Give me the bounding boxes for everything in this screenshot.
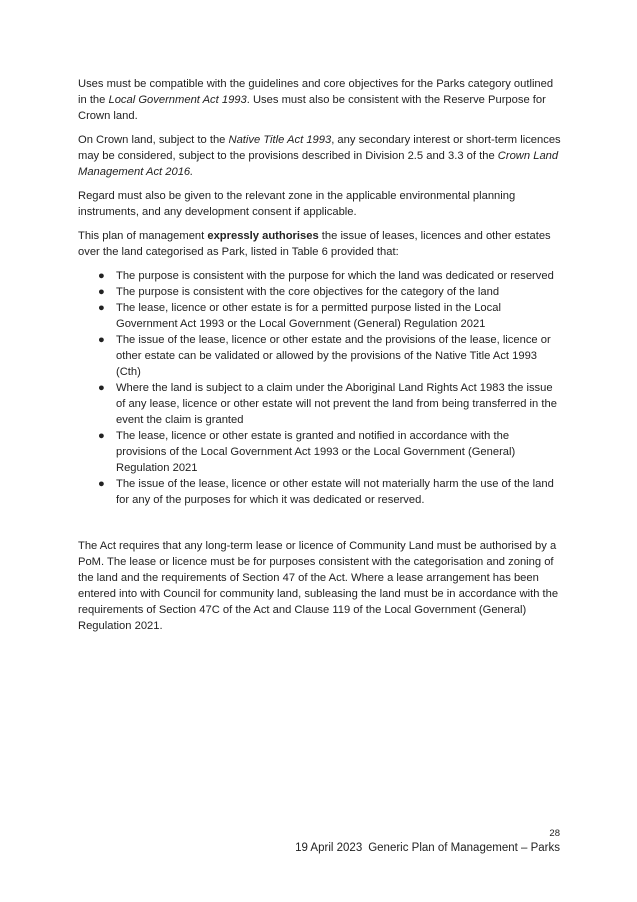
bullet-icon: ● xyxy=(98,382,105,394)
paragraph-zoning: Regard must also be given to the relevant zone in the applicable environmental planning instruments, and any development consent if applicable. xyxy=(78,190,516,218)
paragraph-text: Uses must be compatible with the guidelines and core objectives for the Parks category outlined in the xyxy=(78,78,554,106)
paragraph-text: This plan of management xyxy=(78,230,208,242)
bullet-icon: ● xyxy=(98,302,105,314)
act-title-italic: Crown Land Management Act 2016. xyxy=(78,150,559,178)
bullet-icon: ● xyxy=(98,334,105,346)
footer-line xyxy=(295,840,560,856)
list-item-text: The issue of the lease, licence or other estate will not materially harm the use of the land for any of the purposes for which it was dedicated or reserved. xyxy=(116,478,554,506)
document-page xyxy=(78,76,562,642)
paragraph-compatibility xyxy=(78,76,562,124)
list-item xyxy=(78,332,562,380)
paragraph-text: the issue of leases, licences and other estates over the land categorised as Park, listed in Table 6 provided that: xyxy=(78,230,551,258)
footer-date: 19 April 2023 xyxy=(295,842,363,854)
list-item xyxy=(78,300,562,332)
list-item xyxy=(78,380,562,428)
list-item-text: Where the land is subject to a claim under the Aboriginal Land Rights Act 1983 the issue of any lease, licence or other estate will not prevent the land from being transferred in the event the claim is granted xyxy=(116,382,557,426)
bold-emphasis: expressly authorises xyxy=(207,230,319,242)
list-item-text: The purpose is consistent with the purpose for which the land was dedicated or reserved xyxy=(116,270,554,282)
paragraph-long-term-lease: The Act requires that any long-term lease or licence of Community Land must be authorised by a PoM. The lease or licence must be for purposes consistent with the categorisation and zoning of the land and the requirements of Section 47 of the Act. Where a lease arrangement has been entered into with Council for community land, subleasing the land must be in accordance with the requirements of Section 47C of the Act and Clause 119 of the Local Government (General) Regulation 2021. xyxy=(78,540,559,632)
paragraph-authorisation xyxy=(78,228,562,260)
list-item-text: The issue of the lease, licence or other estate and the provisions of the lease, licence or other estate can be validated or allowed by the provisions of the Native Title Act 1993 (Cth) xyxy=(116,334,551,378)
list-item xyxy=(78,284,562,300)
footer-document-title: Generic Plan of Management – Parks xyxy=(368,842,560,854)
conditions-list xyxy=(78,268,562,508)
bullet-icon: ● xyxy=(98,286,105,298)
list-item-text: The lease, licence or other estate is granted and notified in accordance with the provisions of the Local Government Act 1993 or the Local Government (General) Regulation 2021 xyxy=(116,430,516,474)
list-item xyxy=(78,428,562,476)
list-item-text: The lease, licence or other estate is for a permitted purpose listed in the Local Government Act 1993 or the Local Government (General) Regulation 2021 xyxy=(116,302,501,330)
page-footer xyxy=(295,828,560,856)
act-title-italic: Local Government Act 1993 xyxy=(108,94,247,106)
bullet-icon: ● xyxy=(98,270,105,282)
spacer xyxy=(78,508,562,538)
list-item xyxy=(78,476,562,508)
page-number: 28 xyxy=(549,828,560,839)
paragraph-crown-land xyxy=(78,132,562,180)
act-title-italic: Native Title Act 1993 xyxy=(228,134,332,146)
bullet-icon: ● xyxy=(98,430,105,442)
list-item-text: The purpose is consistent with the core objectives for the category of the land xyxy=(116,286,500,298)
paragraph-text: . Uses must also be consistent with the Reserve Purpose for Crown land. xyxy=(78,94,546,122)
bullet-icon: ● xyxy=(98,478,105,490)
paragraph-text: , any secondary interest or short-term licences may be considered, subject to the provisions described in Division 2.5 and 3.3 of the xyxy=(78,134,561,162)
paragraph-text: On Crown land, subject to the xyxy=(78,134,229,146)
list-item xyxy=(78,268,562,284)
